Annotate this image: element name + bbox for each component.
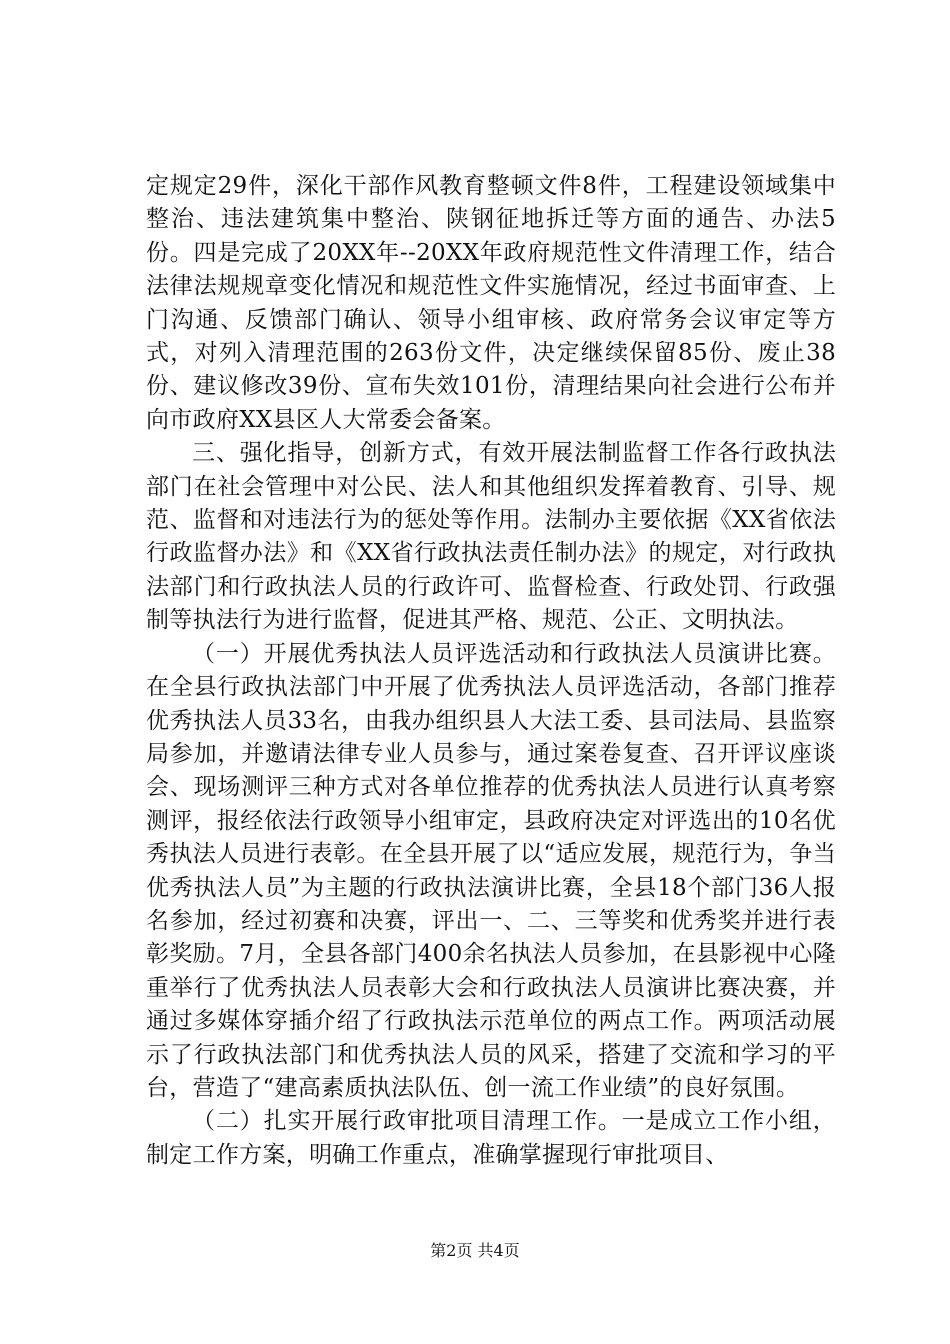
paragraph-subsection-two: （二）扎实开展行政审批项目清理工作。一是成立工作小组，制定工作方案，明确工作重点，准确掌握现行审批项目、	[146, 1108, 836, 1168]
paragraph-section-three: 三、强化指导，创新方式，有效开展法制监督工作各行政执法部门在社会管理中对公民、法人和其他组织发挥着教育、引导、规范、监督和对违法行为的惩处等作用。法制办主要依据《XX省依法行政监督办法》和《XX省行政执法责任制办法》的规定，对行政执法部门和行政执法人员的行政许可、监督检查、行政处罚、行政强制等执法行为进行监督，促进其严格、规范、公正、文明执法。	[146, 440, 836, 634]
page-number-footer: 第2页 共4页	[430, 1241, 520, 1260]
paragraph-subsection-one: （一）开展优秀执法人员评选活动和行政执法人员演讲比赛。在全县行政执法部门中开展了优秀执法人员评选活动，各部门推荐优秀执法人员33名，由我办组织县人大法工委、县司法局、县监察局参加，并邀请法律专业人员参与，通过案卷复查、召开评议座谈会、现场测评三种方式对各单位推荐的优秀执法人员进行认真考察测评，报经依法行政领导小组审定，县政府决定对评选出的10名优秀执法人员进行表彰。在全县开展了以“适应发展，规范行为，争当优秀执法人员”为主题的行政执法演讲比赛，全县18个部门36人报名参加，经过初赛和决赛，评出一、二、三等奖和优秀奖并进行表彰奖励。7月，全县各部门400余名执法人员参加，在县影视中心隆重举行了优秀执法人员表彰大会和行政执法人员演讲比赛决赛，并通过多媒体穿插介绍了行政执法示范单位的两点工作。两项活动展示了行政执法部门和优秀执法人员的风采，搭建了交流和学习的平台，营造了“建高素质执法队伍、创一流工作业绩”的良好氛围。	[146, 640, 836, 1101]
document-body	[146, 170, 836, 1172]
paragraph-continuation: 定规定29件，深化干部作风教育整顿文件8件，工程建设领域集中整治、违法建筑集中整治、陕钢征地拆迁等方面的通告、办法5份。四是完成了20XX年--20XX年政府规范性文件清理工作，结合法律法规规章变化情况和规范性文件实施情况，经过书面审查、上门沟通、反馈部门确认、领导小组审核、政府常务会议审定等方式，对列入清理范围的263份文件，决定继续保留85份、废止38份、建议修改39份、宣布失效101份，清理结果向社会进行公布并向市政府XX县区人大常委会备案。	[146, 173, 836, 433]
